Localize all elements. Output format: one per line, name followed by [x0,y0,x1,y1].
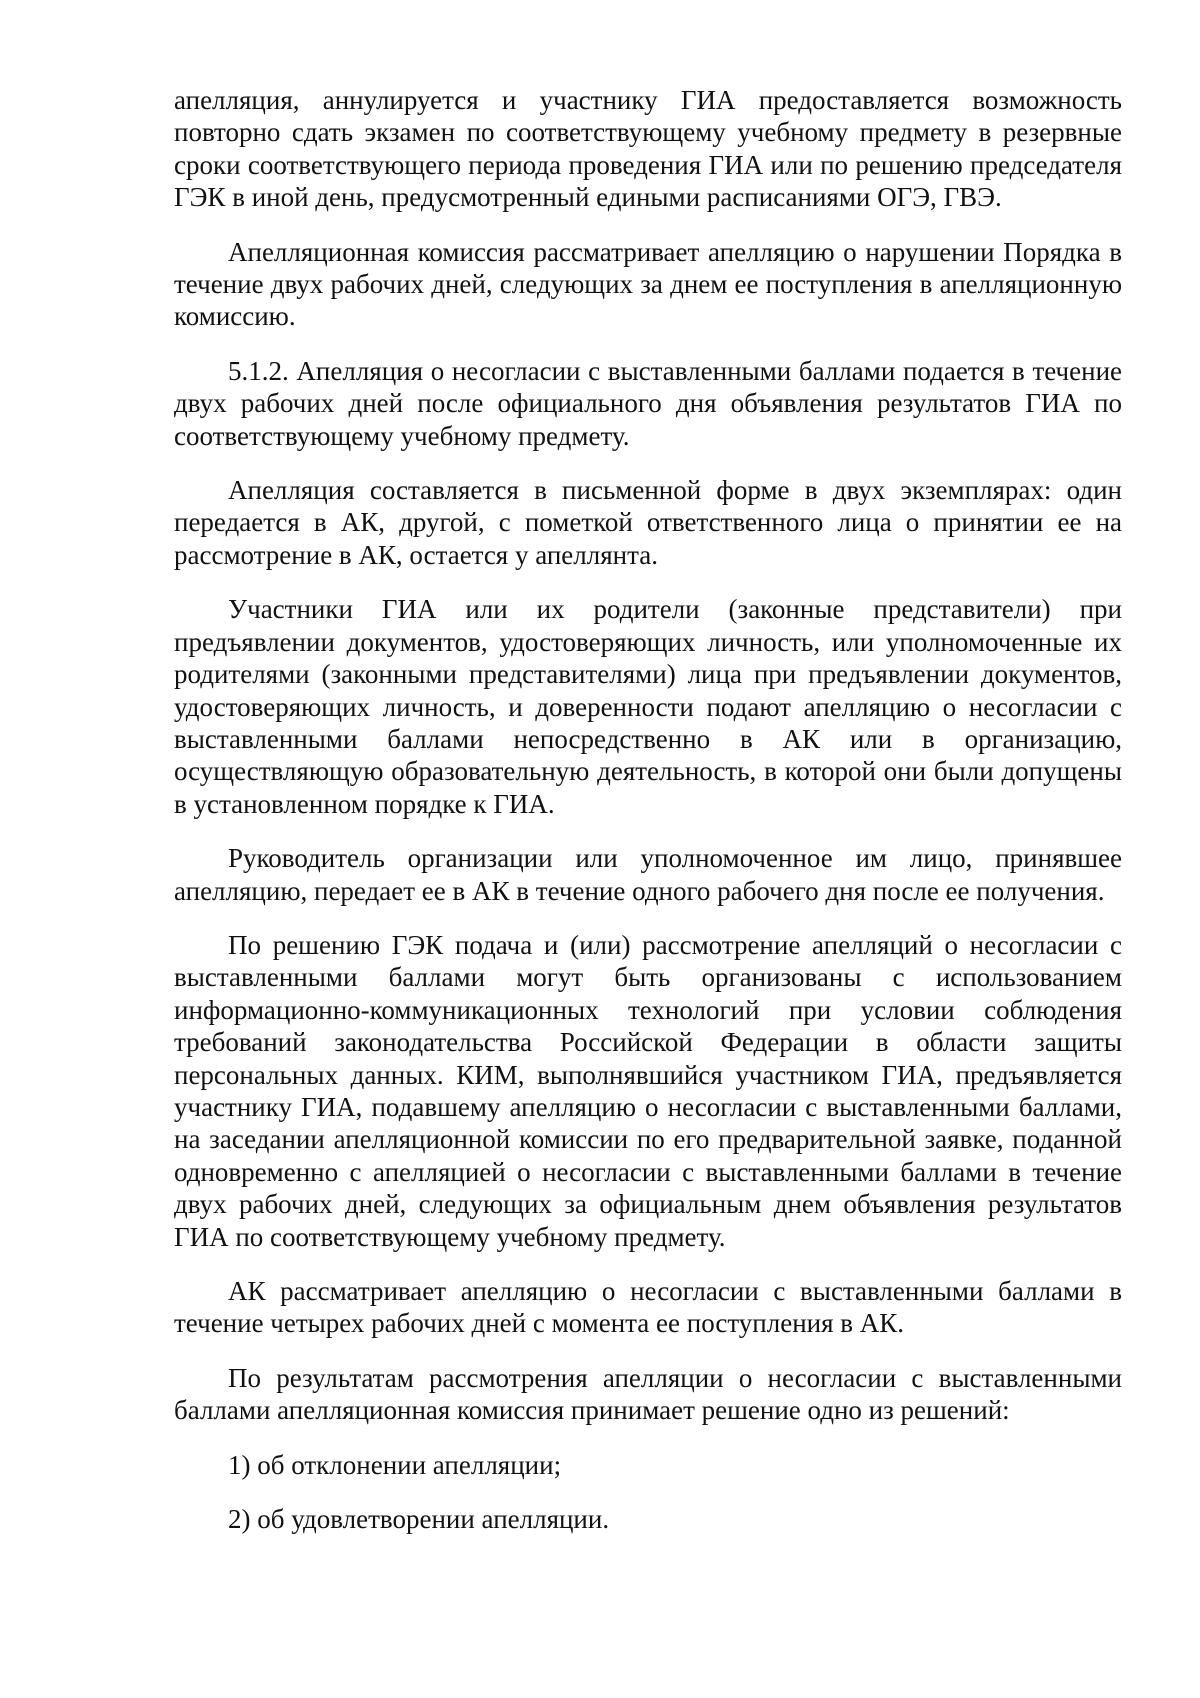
list-item-satisfy: 2) об удовлетворении апелляции. [228,1504,610,1535]
paragraph-section-5-1-2: 5.1.2. Апелляция о несогласии с выставленными баллами подается в течение двух рабочих дней после официального дня объявления результатов ГИА по соответствующему учебному предмету. [174,355,1122,451]
document-page [174,84,1122,1557]
paragraph-who-submits: Участники ГИА или их родители (законные представители) при предъявлении документов, удостоверяющих личность, или уполномоченные их родителями (законными представителями) лица при предъявлении документов, удостоверяющих личность, и доверенности подают апелляцию о несогласии с выставленными баллами непосредственно в АК или в организацию, осуществляющую образовательную деятельность, в которой они были допущены в установленном порядке к ГИА. [174,594,1122,819]
paragraph-continuation: апелляция, аннулируется и участнику ГИА предоставляется возможность повторно сдать экзамен по соответствующему учебному предмету в резервные сроки соответствующего периода проведения ГИА или по решению председателя ГЭК в иной день, предусмотренный едиными расписаниями ОГЭ, ГВЭ. [174,85,1122,213]
paragraph-head-of-organization: Руководитель организации или уполномоченное им лицо, принявшее апелляцию, передает ее в АК в течение одного рабочего дня после ее получения. [174,843,1122,906]
list-item-reject: 1) об отклонении апелляции; [228,1449,562,1480]
paragraph-violation-review: Апелляционная комиссия рассматривает апелляцию о нарушении Порядка в течение двух рабочих дней, следующих за днем ее поступления в апелляционную комиссию. [174,236,1122,332]
paragraph-two-copies: Апелляция составляется в письменной форме в двух экземплярах: один передается в АК, другой, с пометкой ответственного лица о принятии ее на рассмотрение в АК, остается у апеллянта. [174,475,1122,570]
paragraph-ict-submission: По решению ГЭК подача и (или) рассмотрение апелляций о несогласии с выставленными баллами могут быть организованы с использованием информационно-коммуникационных технологий при условии соблюдения требований законодательства Российской Федерации в области защиты персональных данных. КИМ, выполнявшийся участником ГИА, предъявляется участнику ГИА, подавшему апелляцию о несогласии с выставленными баллами, на заседании апелляционной комиссии по его предварительной заявке, поданной одновременно с апелляцией о несогласии с выставленными баллами в течение двух рабочих дней, следующих за официальным днем объявления результатов ГИА по соответствующему учебному предмету. [174,929,1122,1252]
paragraph-decision-options: По результатам рассмотрения апелляции о несогласии с выставленными баллами апелляционная комиссия принимает решение одно из решений: [174,1362,1122,1426]
paragraph-review-period: АК рассматривает апелляцию о несогласии с выставленными баллами в течение четырех рабочих дней с момента ее поступления в АК. [174,1276,1122,1339]
